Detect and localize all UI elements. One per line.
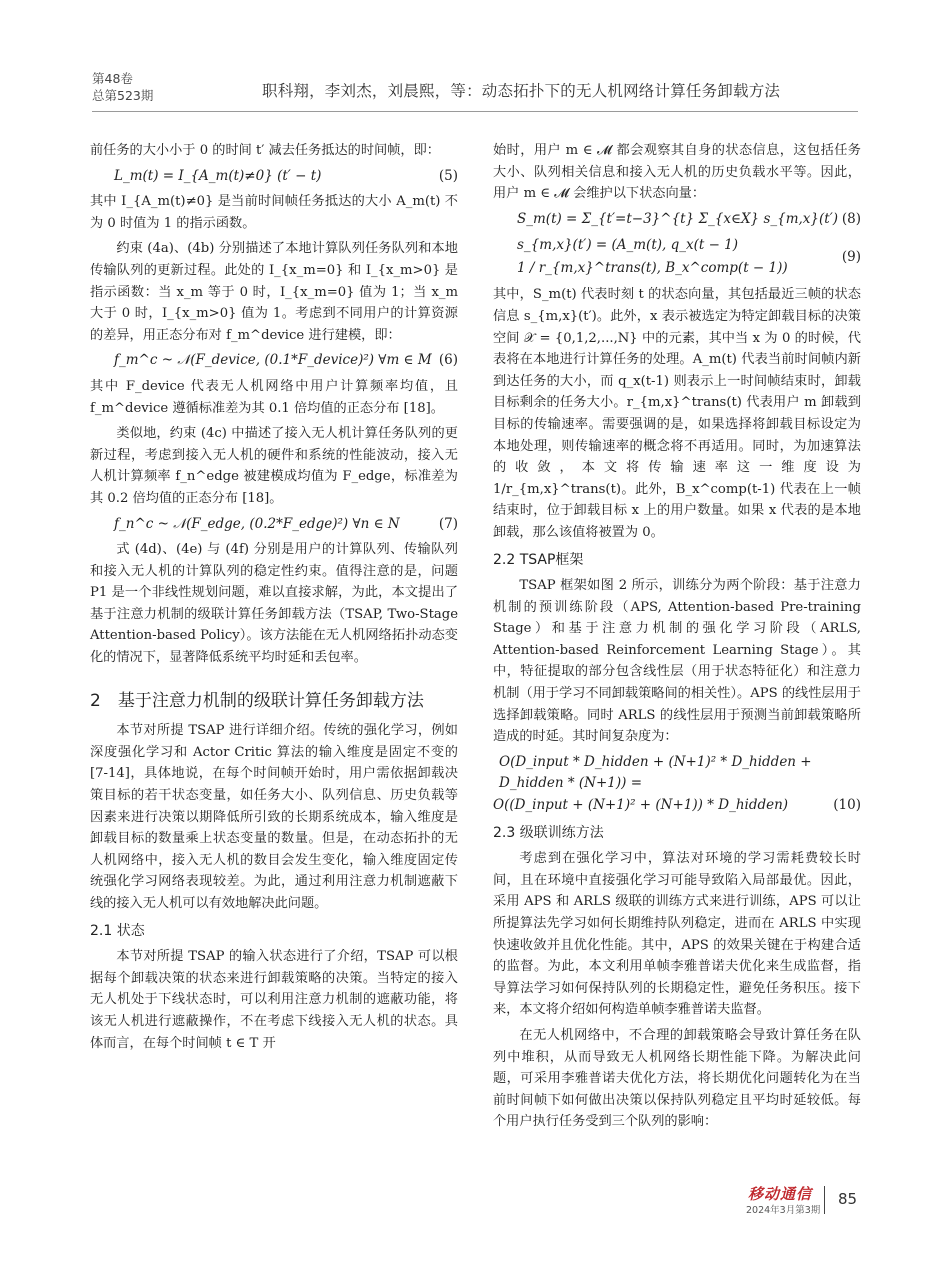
equation-7	[90, 514, 458, 536]
header-rule	[92, 111, 858, 112]
subsection-heading: 2.1 状态	[90, 922, 145, 939]
equation-line: s_{m,x}(t′) = (A_m(t), q_x(t − 1)	[517, 237, 739, 254]
left-column	[90, 140, 458, 1058]
equation-8	[493, 209, 861, 231]
section-heading: 2 基于注意力机制的级联计算任务卸载方法	[90, 690, 424, 711]
paragraph: 本节对所提 TSAP 的输入状态进行了介绍，TSAP 可以根据每个卸载决策的状态来进行卸载策略的决策。当特定的接入无人机处于下线状态时，可以利用注意力机制的遮蔽功能，将该无人机进行遮蔽操作，不在考虑下线接入无人机的状态。具体而言，在每个时间帧 t ∈ T 开	[90, 949, 458, 1051]
paragraph: 在无人机网络中，不合理的卸载策略会导致计算任务在队列中堆积，从而导致无人机网络长期性能下降。为解决此问题，可采用李雅普诺夫优化方法，将长期优化问题转化为在当前时间帧下如何做出决策以保持队列稳定且平均时延较低。每个用户执行任务受到三个队列的影响：	[493, 1027, 861, 1130]
paragraph: 式 (4d)、(4e) 与 (4f) 分别是用户的计算队列、传输队列和接入无人机的计算队列的稳定性约束。值得注意的是，问题 P1 是一个非线性规划问题，难以直接求解，为此，本文提出了基于注意力机制的级联计算任务卸载方法（TSAP, Two-Stage Attention-based Policy）。该方法能在无人机网络拓扑动态变化的情况下，显著降低系统平均时延和丢包率。	[90, 542, 458, 666]
equation-body: f_m^c ~ 𝒩(F_device, (0.1*F_device)²) ∀m ∈ M	[114, 352, 432, 369]
page-number: 85	[838, 1190, 858, 1208]
journal-logo: 移动通信	[748, 1185, 813, 1203]
equation-number: (8)	[841, 210, 861, 227]
issue-total: 总第523期	[92, 88, 154, 103]
equation-body: L_m(t) = I_{A_m(t)≠0} (t′ − t)	[114, 167, 322, 184]
paragraph: 本节对所提 TSAP 进行详细介绍。传统的强化学习，例如深度强化学习和 Actor Critic 算法的输入维度是固定不变的 [7-14]，具体地说，在每个时间帧开始时，用户需依据卸载决策目标的若干状态变量，如任务大小、队列信息、历史负载等因素来进行决策以期降低所引致的长期系统成本，输入维度是卸载目标的数量乘上状态变量的数量。但是，在动态拓扑的无人机网络中，接入无人机的数目会发生变化，输入维度固定传统强化学习网络表现较差。为此，通过利用注意力机制遮蔽下线的接入无人机可以有效地解决此问题。	[90, 723, 458, 911]
volume-number: 第48卷	[92, 71, 133, 86]
equation-number: (6)	[438, 352, 458, 369]
equation-number: (5)	[438, 167, 458, 184]
subsection-heading: 2.2 TSAP框架	[493, 551, 584, 568]
equation-number: (9)	[841, 248, 861, 265]
equation-body: f_n^c ~ 𝒩(F_edge, (0.2*F_edge)²) ∀n ∈ N	[114, 515, 400, 532]
equation-number: (7)	[438, 515, 458, 532]
paragraph: 其中 I_{A_m(t)≠0} 是当前时间帧任务抵达的大小 A_m(t) 不为 0 时值为 1 的指示函数。	[90, 194, 458, 231]
equation-line: 1 / r_{m,x}^trans(t), B_x^comp(t − 1))	[517, 260, 788, 277]
equation-9	[493, 234, 861, 280]
footer-separator	[824, 1186, 825, 1214]
paragraph: 其中 F_device 代表无人机网络中用户计算频率均值，且 f_m^device 遵循标准差为其 0.1 倍均值的正态分布 [18]。	[90, 378, 458, 416]
running-title: 职科翔，李刘杰，刘晨熙，等：动态拓扑下的无人机网络计算任务卸载方法	[262, 82, 781, 100]
paragraph: 始时，用户 m ∈ 𝓜 都会观察其自身的状态信息，这包括任务大小、队列相关信息和接入无人机的历史负载水平等。因此，用户 m ∈ 𝓜 会维护以下状态向量：	[493, 143, 861, 202]
equation-number: (10)	[833, 797, 861, 814]
paragraph: 约束 (4a)、(4b) 分别描述了本地计算队列任务队列和本地传输队列的更新过程。此处的 I_{x_m=0} 和 I_{x_m>0} 是指示函数：当 x_m 等于 0 时，I_{x_m=0} 值为 1；当 x_m 大于 0 时，I_{x_m>0} 值为 1。考虑到不同用户的计算资源的差异，用正态分布对 f_m^device 进行建模，即：	[90, 241, 458, 343]
right-column	[493, 140, 861, 1137]
equation-10	[493, 752, 861, 817]
paragraph: 其中，S_m(t) 代表时刻 t 的状态向量，其包括最近三帧的状态信息 s_{m,x}(t′)。此外，x 表示被选定为特定卸载目标的决策空间 𝒳 = {0,1,2,...,N} 中的元素，其中当 x 为 0 的时候，代表将在本地进行计算任务的处理。A_m(t) 代表当前时间帧内新到达任务的大小，而 q_x(t-1) 则表示上一时间帧结束时，卸载目标剩余的任务大小。r_{m,x}^trans(t) 代表用户 m 卸载到目标的传输速率。需要强调的是，如果选择将卸载目标设定为本地处理，则传输速率的概念将不再适用。同时，为加速算法的收敛，本文将传输速率这一维度设为 1/r_{m,x}^trans(t)。此外，B_x^comp(t-1) 代表在上一帧结束时，位于卸载目标 x 上的用户数量。如果 x 代表的是本地卸载，那么该值将被置为 0。	[493, 287, 861, 540]
paragraph: 类似地，约束 (4c) 中描述了接入无人机计算任务队列的更新过程，考虑到接入无人机的硬件和系统的性能波动，接入无人机计算频率 f_n^edge 被建模成均值为 F_edge，标准差为其 0.2 倍均值的正态分布 [18]。	[90, 426, 458, 506]
volume-label	[92, 70, 153, 104]
subsection-heading: 2.3 级联训练方法	[493, 824, 604, 841]
paragraph: 前任务的大小小于 0 的时间 t′ 减去任务抵达的时间帧，即：	[90, 143, 440, 158]
equation-5	[90, 166, 458, 188]
equation-line: O(D_input * D_hidden + (N+1)² * D_hidden + D_hidden * (N+1)) =	[499, 753, 812, 792]
equation-line: O((D_input + (N+1)² + (N+1)) * D_hidden)	[493, 797, 789, 814]
issue-date: 2024年3月第3期	[746, 1205, 821, 1216]
paragraph: 考虑到在强化学习中，算法对环境的学习需耗费较长时间，且在环境中直接强化学习可能导致陷入局部最优。因此，采用 APS 和 ARLS 级联的训练方式来进行训练，APS 可以让所提算法先学习如何长期维持队列稳定，进而在 ARLS 中实现快速收敛并且优化性能。其中，APS 的效果关键在于构建合适的监督。为此，本文利用单帧李雅普诺夫优化来生成监督，指导算法学习如何保持队列的长期稳定性，避免任务积压。接下来，本文将介绍如何构造单帧李雅普诺夫监督。	[493, 851, 861, 1018]
paragraph: TSAP 框架如图 2 所示，训练分为两个阶段：基于注意力机制的预训练阶段（APS, Attention-based Pre-training Stage）和基于注意力机制的强化学习阶段（ARLS, Attention-based Reinforcement Learning Stage）。其中，特征提取的部分包含线性层（用于状态特征化）和注意力机制（用于学习不同卸载策略间的相关性）。APS 的线性层用于选择卸载策略。同时 ARLS 的线性层用于预测当前卸载策略所造成的时延。其时间复杂度为：	[493, 578, 861, 745]
equation-6	[90, 350, 458, 372]
equation-body: S_m(t) = Σ_{t′=t−3}^{t} Σ_{x∈X} s_{m,x}(t′)	[517, 210, 839, 227]
